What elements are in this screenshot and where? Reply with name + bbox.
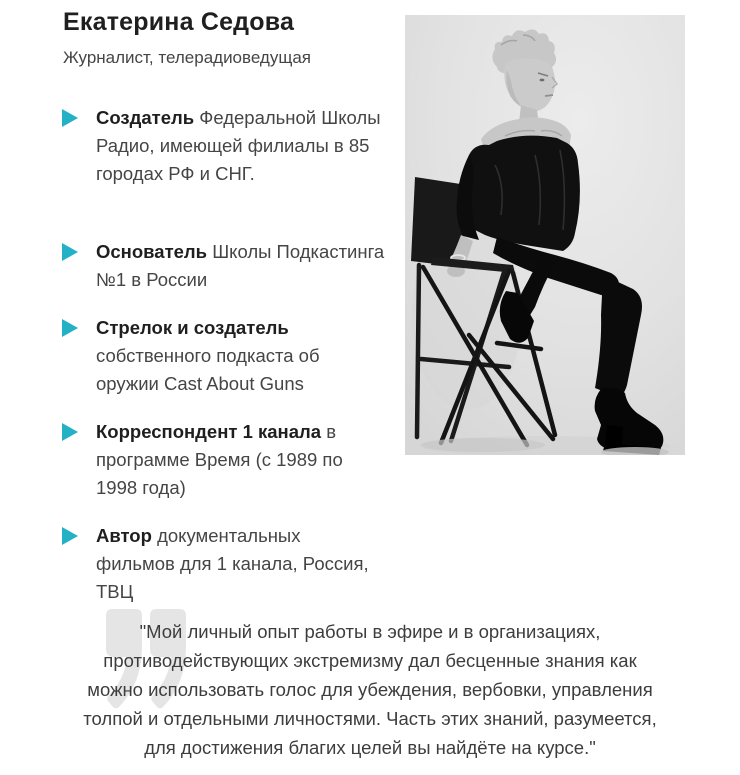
bullet-line: оружии Cast About Guns: [96, 373, 304, 394]
portrait-photo-graphic: [405, 15, 685, 455]
bullet-lead: Корреспондент 1 канала: [96, 421, 322, 442]
arrow-right-icon: [62, 109, 78, 127]
bullet-line: ТВЦ: [96, 581, 134, 602]
arrow-right-icon: [62, 423, 78, 441]
bullet-line: №1 в России: [96, 269, 208, 290]
arrow-right-icon: [62, 243, 78, 261]
bullet-lead: Автор: [96, 525, 152, 546]
bullet-text: [96, 522, 386, 606]
bullet-line: программе Время (с 1989 по: [96, 449, 343, 470]
list-item: [62, 104, 402, 188]
list-item: [62, 238, 402, 294]
quote-line: толпой и отдельными личностями. Часть этих знаний, разумеется,: [83, 708, 657, 729]
bullet-rest: Школы Подкастинга: [212, 241, 385, 262]
list-item: [62, 418, 402, 502]
bullet-line: фильмов для 1 канала, Россия,: [96, 553, 369, 574]
page-title: Екатерина Седова: [63, 8, 295, 36]
bullet-text: [96, 104, 386, 188]
achievements-list: [62, 104, 402, 626]
profile-subtitle: Журналист, телерадиоведущая: [63, 48, 312, 67]
bullet-line: собственного подкаста об: [96, 345, 320, 366]
quote-line: противодействующих экстремизму дал бесценные знания как: [103, 650, 637, 671]
bullet-line: городах РФ и СНГ.: [96, 163, 255, 184]
bullet-text: [96, 238, 386, 294]
arrow-right-icon: [62, 527, 78, 545]
bullet-rest: в: [326, 421, 337, 442]
list-item: [62, 314, 402, 398]
bullet-rest: документальных: [157, 525, 301, 546]
quote-line: для достижения благих целей вы найдёте на курсе.": [144, 737, 596, 758]
bullet-lead: Стрелок и создатель: [96, 317, 289, 338]
bullet-lead: Создатель: [96, 107, 195, 128]
quote-line: "Мой личный опыт работы в эфире и в организациях,: [139, 621, 601, 642]
quote-text: [38, 617, 702, 762]
arrow-right-icon: [62, 319, 78, 337]
profile-header: [63, 8, 311, 68]
list-item: [62, 522, 402, 606]
bullet-lead: Основатель: [96, 241, 208, 262]
bullet-text: [96, 418, 386, 502]
portrait-photo: [405, 15, 685, 455]
bullet-rest: Федеральной Школы: [199, 107, 381, 128]
bullet-line: 1998 года): [96, 477, 186, 498]
bullet-text: [96, 314, 386, 398]
bullet-line: Радио, имеющей филиалы в 85: [96, 135, 370, 156]
quote-line: можно использовать голос для убеждения, вербовки, управления: [87, 679, 653, 700]
